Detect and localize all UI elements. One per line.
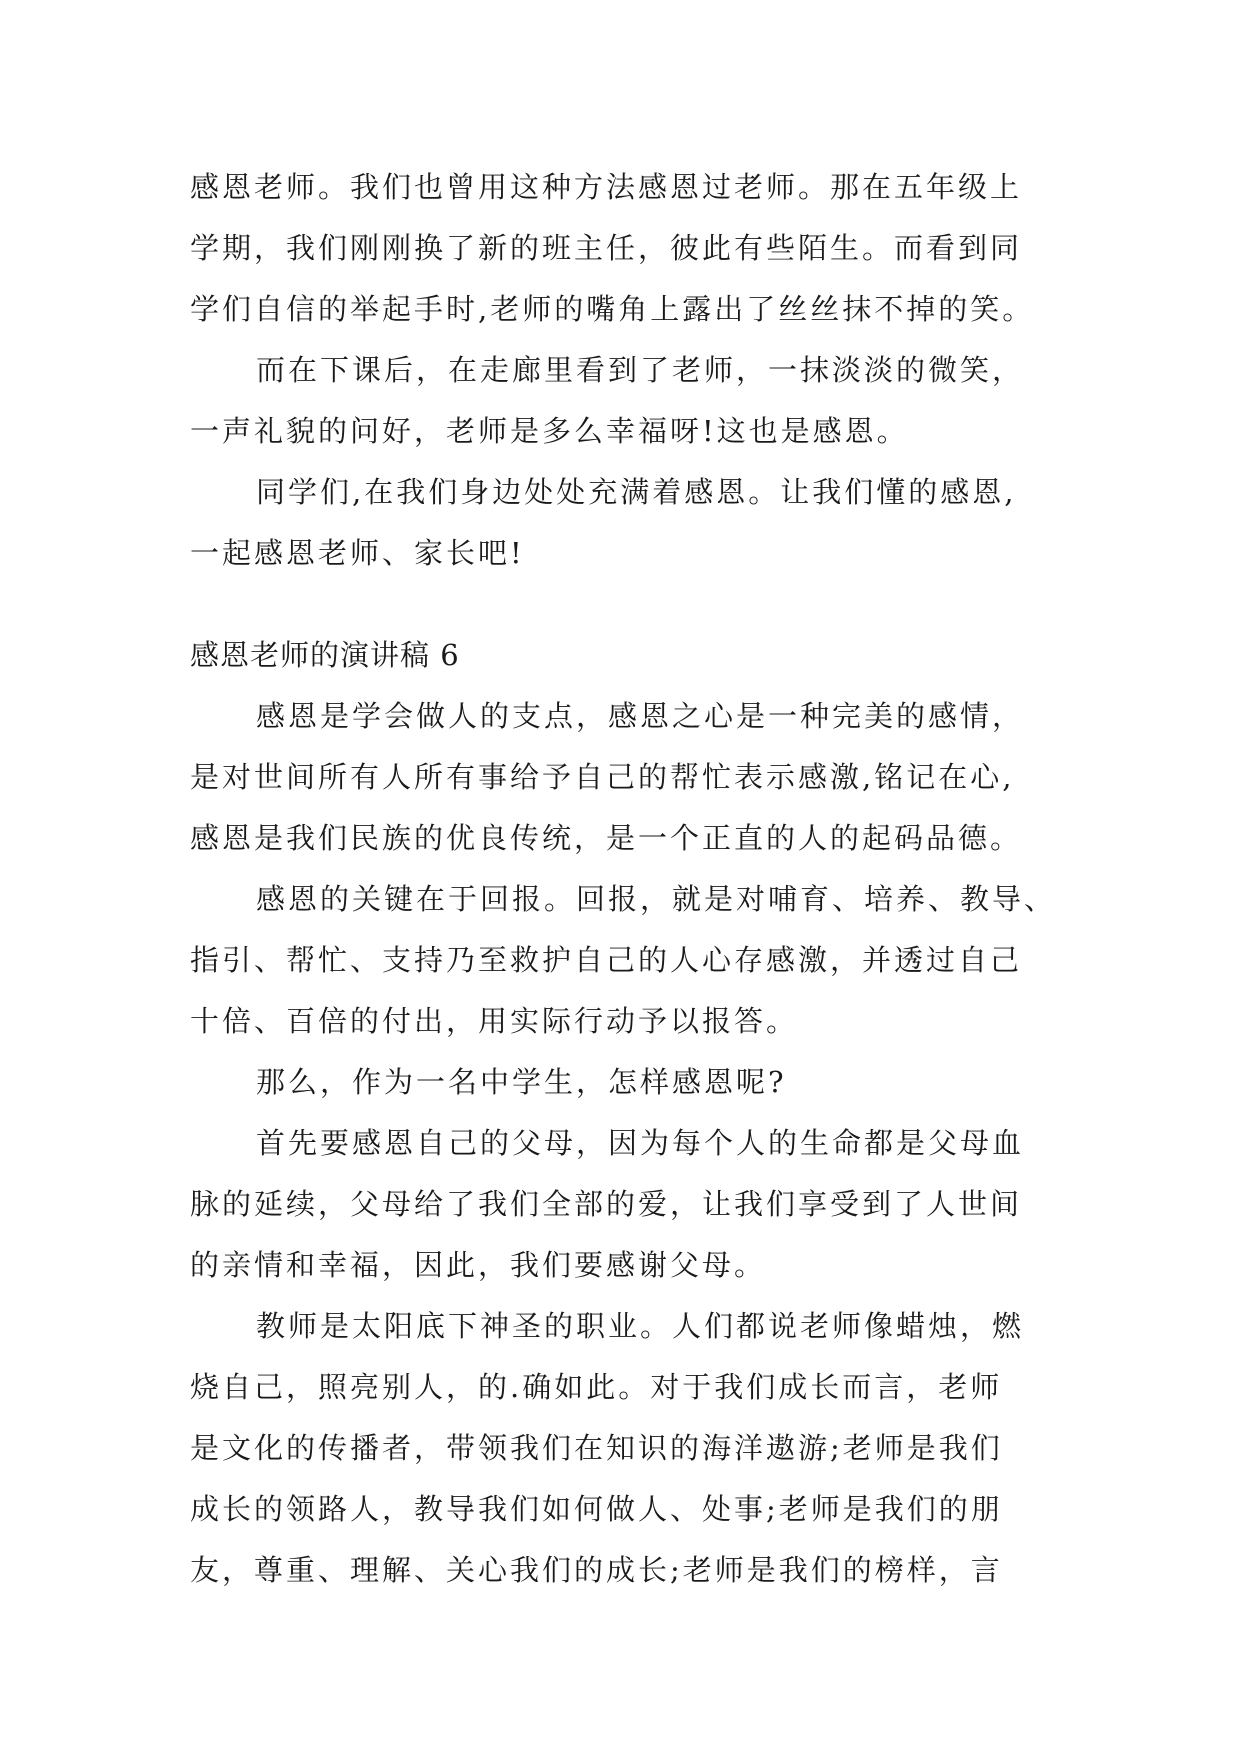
paragraph-line: 一声礼貌的问好，老师是多么幸福呀!这也是感恩。 [190, 414, 909, 448]
paragraph-line: 指引、帮忙、支持乃至救护自己的人心存感激，并透过自己 [190, 943, 1023, 977]
paragraph-line: 感恩是学会做人的支点，感恩之心是一种完美的感情， [256, 699, 1025, 733]
section-title: 感恩老师的演讲稿 6 [190, 638, 460, 672]
paragraph-line: 脉的延续，父母给了我们全部的爱，让我们享受到了人世间 [190, 1187, 1023, 1221]
paragraph-line: 一起感恩老师、家长吧! [190, 536, 525, 570]
paragraph-line: 友，尊重、理解、关心我们的成长;老师是我们的榜样，言 [190, 1553, 1003, 1587]
paragraph-line: 感恩老师。我们也曾用这种方法感恩过老师。那在五年级上 [190, 170, 1023, 204]
paragraph-line: 同学们,在我们身边处处充满着感恩。让我们懂的感恩, [256, 475, 1017, 509]
paragraph-line: 学们自信的举起手时,老师的嘴角上露出了丝丝抹不掉的笑。 [190, 292, 1035, 326]
paragraph-line: 感恩的关键在于回报。回报，就是对哺育、培养、教导、 [256, 882, 1057, 916]
paragraph-line: 的亲情和幸福，因此，我们要感谢父母。 [190, 1248, 767, 1282]
paragraph-line: 首先要感恩自己的父母，因为每个人的生命都是父母血 [256, 1126, 1025, 1160]
paragraph-line: 烧自己，照亮别人，的.确如此。对于我们成长而言，老师 [190, 1370, 1003, 1404]
paragraph-line: 感恩是我们民族的优良传统，是一个正直的人的起码品德。 [190, 821, 1023, 855]
paragraph-line: 成长的领路人，教导我们如何做人、处事;老师是我们的朋 [190, 1492, 1003, 1526]
paragraph-line: 十倍、百倍的付出，用实际行动予以报答。 [190, 1004, 799, 1038]
paragraph-line: 学期，我们刚刚换了新的班主任，彼此有些陌生。而看到同 [190, 231, 1023, 265]
paragraph-line: 那么，作为一名中学生，怎样感恩呢? [256, 1065, 787, 1099]
paragraph-line: 教师是太阳底下神圣的职业。人们都说老师像蜡烛，燃 [256, 1309, 1025, 1343]
paragraph-line: 是对世间所有人所有事给予自己的帮忙表示感激,铭记在心, [190, 760, 1015, 794]
paragraph-line: 是文化的传播者，带领我们在知识的海洋遨游;老师是我们 [190, 1431, 1003, 1465]
paragraph-line: 而在下课后，在走廊里看到了老师，一抹淡淡的微笑， [256, 353, 1025, 387]
